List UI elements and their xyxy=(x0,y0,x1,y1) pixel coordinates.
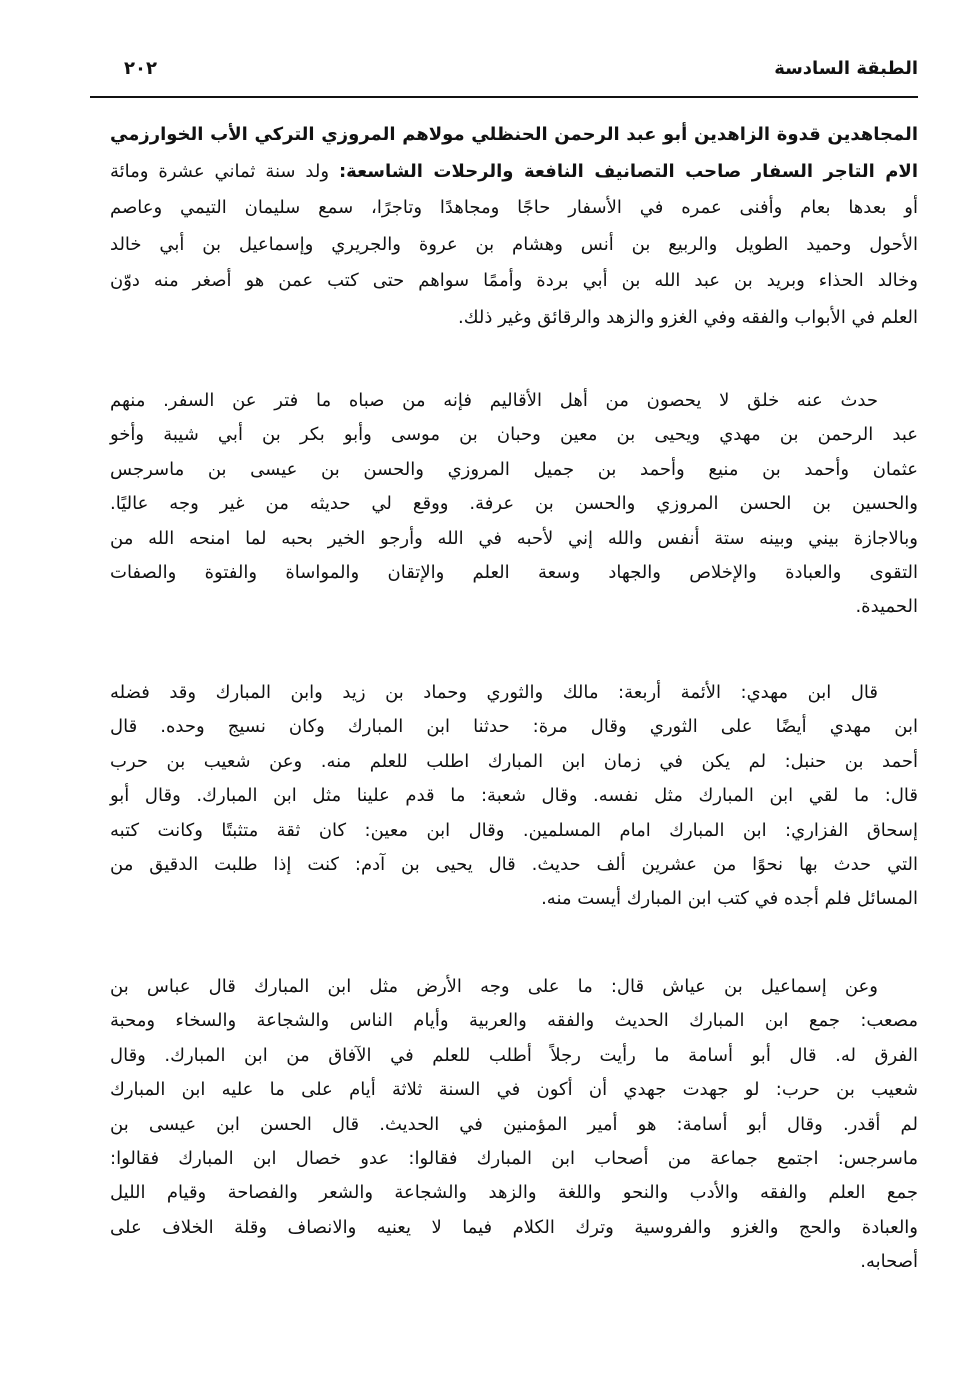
paragraph-2 xyxy=(110,384,918,625)
text-line: الام التاجر السفار صاحب التصانيف النافعة والرحلات الشاسعة: ولد سنة ثماني عشرة ومائة xyxy=(110,160,918,182)
bold-title: الام التاجر السفار صاحب التصانيف النافعة والرحلات الشاسعة: xyxy=(338,160,918,182)
text-line: الحميدة. xyxy=(855,596,918,618)
text-line: التي حدث بها نحوًا من عشرين ألف حديث. قال يحيى بن آدم: كنت إذا طلبت الدقيق من xyxy=(110,853,918,875)
text-line: الأحول وحميد الطويل والربيع بن أنس وهشام بن عروة والجريري وإسماعيل بن أبي خالد xyxy=(110,233,918,255)
page-number: ٢٠٢ xyxy=(124,58,157,79)
paragraph-3 xyxy=(110,676,918,917)
text-line: وخالد الحذاء وبريد بن عبد الله بن أبي بردة وأممًا سواهم حتى كتب عمن هو أصغر منه دوّن xyxy=(110,270,918,291)
header-rule xyxy=(90,96,918,98)
text-line: التقوى والعبادة والإخلاص والجهاد وسعة العلم والإتقان والمواساة والفتوة والصفات xyxy=(110,561,918,583)
text-line: ابن مهدي أيضًا على الثوري وقال مرة: حدثنا ابن المبارك وكان نسيج وحده. قال xyxy=(110,716,918,738)
text-line: عثمان وأحمد بن منيع وأحمد بن جميل المروزي والحسن بن عيسى بن ماسرجس xyxy=(110,458,918,480)
running-title: الطبقة السادسة xyxy=(774,58,918,79)
text-line: المسائل فلم أجده في كتب ابن المبارك أيست منه. xyxy=(541,888,918,910)
text-line: وعن إسماعيل بن عياش قال: ما على وجه الأرض مثل ابن المبارك قال عباس بن xyxy=(110,976,878,997)
text-line: مصعب: جمع ابن المبارك الحديث والفقه والعربية وأيام الناس والشجاعة والسخاء ومحبة xyxy=(110,1010,918,1032)
text-line: عبد الرحمن بن مهدي ويحيى بن معين وحبان بن موسى وأبو بكر بن أبي شيبة وأخو xyxy=(110,424,918,446)
text-line: أصحابه. xyxy=(860,1251,918,1273)
paragraph-4 xyxy=(110,970,918,1280)
text-line: أو بعدها بعام وأفنى عمره في الأسفار حاجًا ومجاهدًا وتاجرًا، سمع سليمان التيمي وعاصم xyxy=(110,197,918,218)
text-line: العلم في الأبواب والفقه وفي الغزو والزهد والرقائق وغير ذلك. xyxy=(458,306,918,328)
text-line: قال: ما لقي ابن المبارك مثل نفسه. وقال شعبة: ما قدم علينا مثل ابن المبارك. وقال أبو xyxy=(110,785,918,807)
text-line: المجاهدين قدوة الزاهدين أبو عبد الرحمن الحنظلي مولاهم المروزي التركي الأب الخوارزمي xyxy=(110,124,918,145)
paragraph-1 xyxy=(110,117,918,336)
text-line: والحسين بن الحسن المروزي والحسن بن عرفة. ووقع لي حديثه من غير وجه عاليًا. xyxy=(110,493,918,515)
text-line: شعيب بن حرب: لو جهدت جهدي أن أكون في السنة ثلاثة أيام على ما عليه ابن المبارك xyxy=(110,1079,918,1101)
text-line: حدث عنه خلق لا يحصون من أهل الأقاليم فإنه من صباه ما فتر عن السفر. منهم xyxy=(110,390,878,411)
text-line: جمع العلم والفقه والأدب والنحو واللغة والزهد والشجاعة والشعر والفصاحة وقيام الليل xyxy=(110,1182,918,1204)
text-line: والعبادة والحج والغزو والفروسية وترك الكلام فيما لا يعنيه والانصاف وقلة الخلاف على xyxy=(110,1216,918,1238)
text-line: قال ابن مهدي: الأئمة أربعة: مالك والثوري وحماد بن زيد وابن المبارك وقد فضله xyxy=(110,682,878,703)
text-line: ماسرجس: اجتمع جماعة من أصحاب ابن المبارك فقالوا: عدو خصال ابن المبارك فقالوا: xyxy=(110,1147,918,1169)
text-line: أحمد بن حنبل: لم يكن في زمان ابن المبارك اطلب للعلم منه. وعن شعيب بن حرب xyxy=(110,750,918,772)
text-line: لم أقدر. وقال أبو أسامة: هو أمير المؤمنين في الحديث. قال الحسن ابن عيسى بن xyxy=(110,1113,918,1135)
text-line: إسحاق الفزاري: ابن المبارك امام المسلمين. وقال ابن معين: كان ثقة متثبتًا وكانت كتبه xyxy=(110,819,918,841)
text-line: الفرق له. قال أبو أسامة ما رأيت رجلاً أطلب للعلم في الآفاق من ابن المبارك. وقال xyxy=(110,1044,918,1066)
text-line: وبالاجازة بيني وبينه ستة أنفس والله إني لأحبه في الله وأرجو الخير بحبه لما امنحه الله من xyxy=(110,527,918,549)
